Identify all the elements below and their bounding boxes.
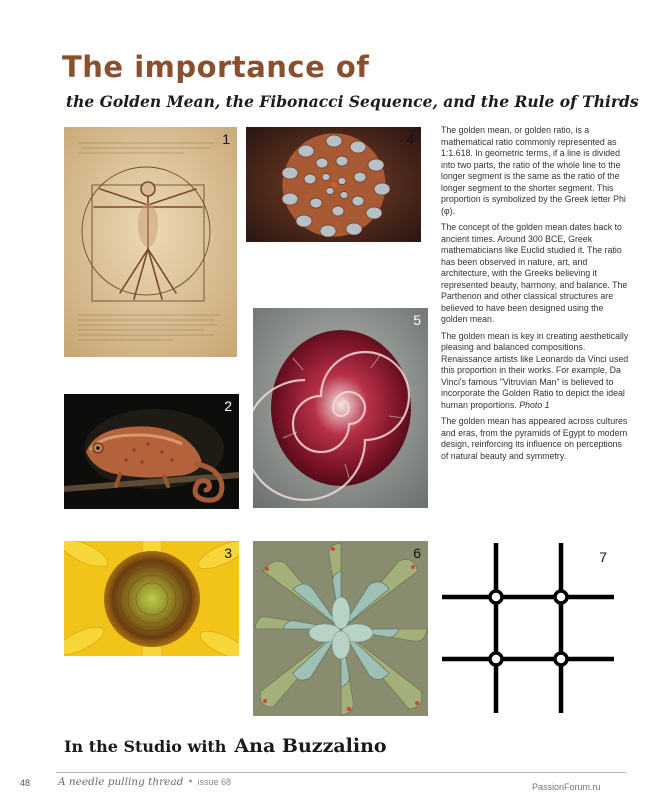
sunflower-photo-icon (64, 541, 239, 656)
vitruvian-man-drawing-icon (64, 127, 237, 357)
snail-shell-photo-icon (253, 308, 428, 508)
photo-4 (246, 127, 421, 242)
studio-byline (64, 735, 387, 757)
photo-number: 3 (224, 545, 232, 561)
article-subtitle: the Golden Mean, the Fibonacci Sequence, and the Rule of Thirds (66, 92, 639, 111)
chameleon-photo-icon (64, 394, 239, 509)
article-body (441, 125, 631, 467)
rule-of-thirds-grid-icon (436, 541, 617, 716)
footer-separator: • (187, 776, 194, 788)
photo-5 (253, 308, 428, 508)
body-paragraph: The golden mean, or golden ratio, is a mathematical ratio commonly represented as 1:1.618. In geometric terms, if a line is divided into two parts, the ratio of the whole line to the longer segment is the same as the ratio of the longer segment to the shorter segment. This proportion is symbolized by the Greek letter Phi (φ). (441, 125, 626, 216)
pinecone-spiral-photo-icon (246, 127, 421, 242)
photo-7 (436, 541, 617, 716)
body-paragraph (441, 331, 631, 412)
body-paragraph: The concept of the golden mean dates back to ancient times. Around 300 BCE, Greek mathematicians like Euclid studied it. The ratio has been observed in nature, art, and architecture, with the Greeks believing it represented beauty, harmony, and balance. The Parthenon and other classical structures are believed to have been designed using the golden mean. (441, 222, 628, 324)
body-paragraph-text: The golden mean is key in creating aesthetically pleasing and balanced compositions. Renaissance artists like Leonardo da Vinci used this proportion in their works. For example, Da Vinci's famous "Vitruvian Man" is believed to incorporate the Golden Ratio to depict the ideal human proportions. (441, 330, 629, 410)
artist-name: Ana Buzzalino (234, 735, 387, 757)
succulent-photo-icon (253, 541, 428, 716)
footer-divider (56, 772, 626, 773)
page-number: 48 (20, 778, 31, 788)
article-title: The importance of (62, 50, 370, 84)
issue-number: issue 68 (197, 777, 232, 787)
studio-lead: In the Studio with (64, 737, 227, 756)
photo-number: 1 (222, 131, 230, 147)
photo-6 (253, 541, 428, 716)
watermark: PassionForum.ru (532, 782, 601, 792)
photo-number: 2 (224, 398, 232, 414)
photo-3 (64, 541, 239, 656)
magazine-name (58, 776, 231, 788)
photo-1 (64, 127, 237, 357)
photo-reference: Photo 1 (519, 399, 550, 410)
photo-2 (64, 394, 239, 509)
magazine-title: A needle pulling thread (58, 776, 184, 788)
photo-number: 4 (406, 131, 414, 147)
photo-number: 5 (413, 312, 421, 328)
photo-number: 7 (599, 549, 607, 565)
photo-number: 6 (413, 545, 421, 561)
body-paragraph: The golden mean has appeared across cultures and eras, from the pyramids of Egypt to modern design, reinforcing its influence on perceptions of natural beauty and symmetry. (441, 416, 628, 461)
